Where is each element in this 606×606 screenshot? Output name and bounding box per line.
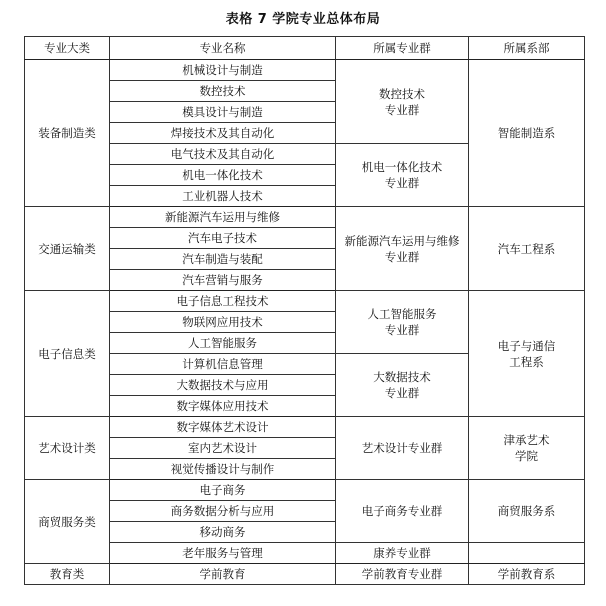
header-row [25, 37, 585, 60]
group-cell: 电子商务专业群 [336, 480, 469, 543]
major-cell: 工业机器人技术 [110, 186, 336, 207]
category-cell: 商贸服务类 [25, 480, 110, 564]
header-dept: 所属系部 [469, 37, 585, 60]
major-cell: 电子商务 [110, 480, 336, 501]
group-name: 数控技术 [379, 86, 425, 101]
group-cell: 学前教育专业群 [336, 564, 469, 585]
major-cell: 视觉传播设计与制作 [110, 459, 336, 480]
major-cell: 数字媒体应用技术 [110, 396, 336, 417]
dept-suffix: 工程系 [509, 354, 544, 369]
group-name: 新能源汽车运用与维修 [344, 233, 460, 248]
group-suffix: 专业群 [384, 102, 420, 117]
major-cell: 汽车营销与服务 [110, 270, 336, 291]
dept-suffix: 学院 [515, 449, 538, 463]
major-cell: 商务数据分析与应用 [110, 501, 336, 522]
dept-cell-empty [469, 543, 585, 564]
group-cell [336, 144, 469, 207]
group-cell [336, 354, 469, 417]
dept-cell: 商贸服务系 [469, 480, 585, 543]
group-suffix: 专业群 [384, 176, 420, 190]
major-cell: 机电一体化技术 [110, 165, 336, 186]
table-title: 表格 7 学院专业总体布局 [225, 12, 381, 27]
category-cell: 艺术设计类 [25, 417, 110, 480]
group-cell: 康养专业群 [336, 543, 469, 564]
group-suffix: 专业群 [384, 386, 420, 400]
major-cell: 物联网应用技术 [110, 312, 336, 333]
major-cell: 机械设计与制造 [110, 60, 336, 81]
group-name: 人工智能服务 [367, 307, 437, 321]
group-name: 机电一体化技术 [361, 160, 443, 174]
group-suffix: 专业群 [384, 249, 420, 264]
header-category: 专业大类 [25, 37, 110, 60]
dept-name: 电子与通信 [497, 338, 556, 353]
group-suffix: 专业群 [384, 323, 420, 337]
major-cell: 新能源汽车运用与维修 [110, 207, 336, 228]
group-cell [336, 207, 469, 291]
table-row [25, 291, 585, 312]
table-row [25, 564, 585, 585]
major-cell: 大数据技术与应用 [110, 375, 336, 396]
major-cell: 计算机信息管理 [110, 354, 336, 375]
category-cell: 教育类 [25, 564, 110, 585]
dept-cell: 智能制造系 [469, 60, 585, 207]
dept-name: 津承艺术 [503, 433, 550, 447]
major-cell: 老年服务与管理 [110, 543, 336, 564]
dept-cell: 学前教育系 [469, 564, 585, 585]
dept-cell [469, 291, 585, 417]
category-cell: 装备制造类 [25, 60, 110, 207]
table-row [25, 60, 585, 81]
dept-cell: 汽车工程系 [469, 207, 585, 291]
group-cell [336, 60, 469, 144]
major-cell: 汽车电子技术 [110, 228, 336, 249]
major-cell: 移动商务 [110, 522, 336, 543]
major-cell: 室内艺术设计 [110, 438, 336, 459]
group-cell: 艺术设计专业群 [336, 417, 469, 480]
major-cell: 学前教育 [110, 564, 336, 585]
major-cell: 汽车制造与装配 [110, 249, 336, 270]
major-layout-table [24, 36, 585, 585]
major-cell: 焊接技术及其自动化 [110, 123, 336, 144]
header-major: 专业名称 [110, 37, 336, 60]
category-cell: 电子信息类 [25, 291, 110, 417]
major-cell: 模具设计与制造 [110, 102, 336, 123]
group-name: 大数据技术 [373, 370, 431, 384]
category-cell: 交通运输类 [25, 207, 110, 291]
header-group: 所属专业群 [336, 37, 469, 60]
table-row [25, 480, 585, 501]
dept-cell [469, 417, 585, 480]
major-cell: 人工智能服务 [110, 333, 336, 354]
group-cell [336, 291, 469, 354]
major-cell: 电子信息工程技术 [110, 291, 336, 312]
table-row [25, 207, 585, 228]
major-cell: 数字媒体艺术设计 [110, 417, 336, 438]
table-row [25, 417, 585, 438]
major-cell: 数控技术 [110, 81, 336, 102]
major-cell: 电气技术及其自动化 [110, 144, 336, 165]
